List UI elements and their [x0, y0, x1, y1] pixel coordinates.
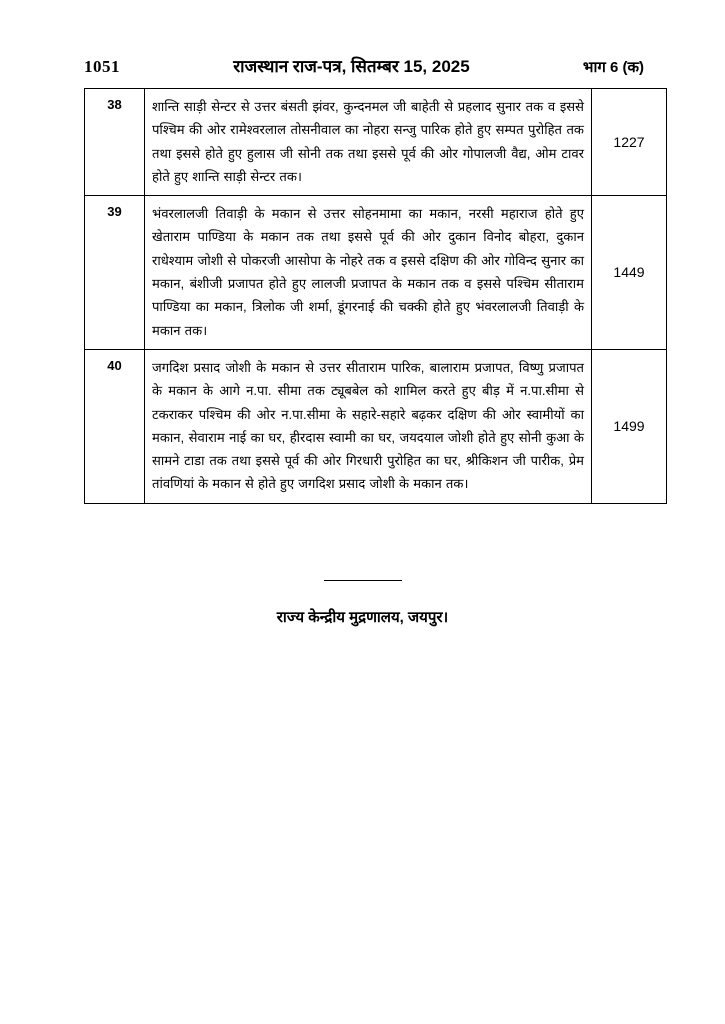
gazette-title: राजस्थान राज-पत्र, सितम्बर 15, 2025: [233, 57, 470, 76]
row-amount: 1227: [592, 89, 667, 196]
page-number: 1051: [84, 57, 120, 76]
table-row: [85, 196, 667, 350]
row-description: भंवरलालजी तिवाड़ी के मकान से उत्तर सोहनमामा का मकान, नरसी महाराज होते हुए खेताराम पाण्डिया के मकान तक तथा इससे पूर्व की ओर दुकान विनोद बोहरा, दुकान राधेश्याम जोशी से पोकरजी आसोपा के नोहरे तक व इससे दक्षिण की ओर गोविन्द सुनार का मकान, बंशीजी प्रजापत होते हुए लालजी प्रजापत के मकान तक व इससे पश्चिम सीताराम पाण्डिया का मकान, त्रिलोक जी शर्मा, डूंगरनाई की चक्की होते हुए भंवरलालजी तिवाड़ी के मकान तक।: [145, 196, 592, 350]
row-description: जगदिश प्रसाद जोशी के मकान से उत्तर सीताराम पारिक, बालाराम प्रजापत, विष्णु प्रजापत के मकान के आगे न.पा. सीमा तक ट्यूबबेल को शामिल करते हुए बीड़ में न.पा.सीमा से टकराकर पश्चिम की ओर न.पा.सीमा के सहारे-सहारे बढ़कर दक्षिण की ओर स्वामीयों का मकान, सेवाराम नाई का घर, हीरदास स्वामी का घर, जयदयाल जोशी होते हुए सोनी कुआ के सामने टाडा तक तथा इससे पूर्व की ओर गिरधारी पुरोहित का घर, श्रीकिशन जी पारीक, प्रेम तांवणियां के मकान से होते हुए जगदिश प्रसाद जोशी के मकान तक।: [145, 349, 592, 503]
row-serial-number: 39: [85, 196, 145, 350]
horizontal-divider: [0, 580, 725, 581]
page-header: [84, 54, 644, 77]
row-serial-number: 40: [85, 349, 145, 503]
press-imprint: राज्य केन्द्रीय मुद्रणालय, जयपुर।: [276, 609, 449, 626]
row-amount: 1499: [592, 349, 667, 503]
table-row: [85, 89, 667, 196]
row-serial-number: 38: [85, 89, 145, 196]
divider-line: [324, 580, 402, 581]
row-description: शान्ति साड़ी सेन्टर से उत्तर बंसती झंवर, कुन्दनमल जी बाहेती से प्रहलाद सुनार तक व इससे पश्चिम की ओर रामेश्वरलाल तोसनीवाल का नोहरा सन्जु पारिक होते हुए सम्पत पुरोहित तक तथा इससे होते हुए हुलास जी सोनी तक तथा इससे पूर्व की ओर गोपालजी वैद्य, ओम टावर होते हुए शान्ति साड़ी सेन्टर तक।: [145, 89, 592, 196]
ward-boundary-table: [84, 88, 667, 504]
table-row: [85, 349, 667, 503]
gazette-part: भाग 6 (क): [582, 59, 644, 76]
row-amount: 1449: [592, 196, 667, 350]
